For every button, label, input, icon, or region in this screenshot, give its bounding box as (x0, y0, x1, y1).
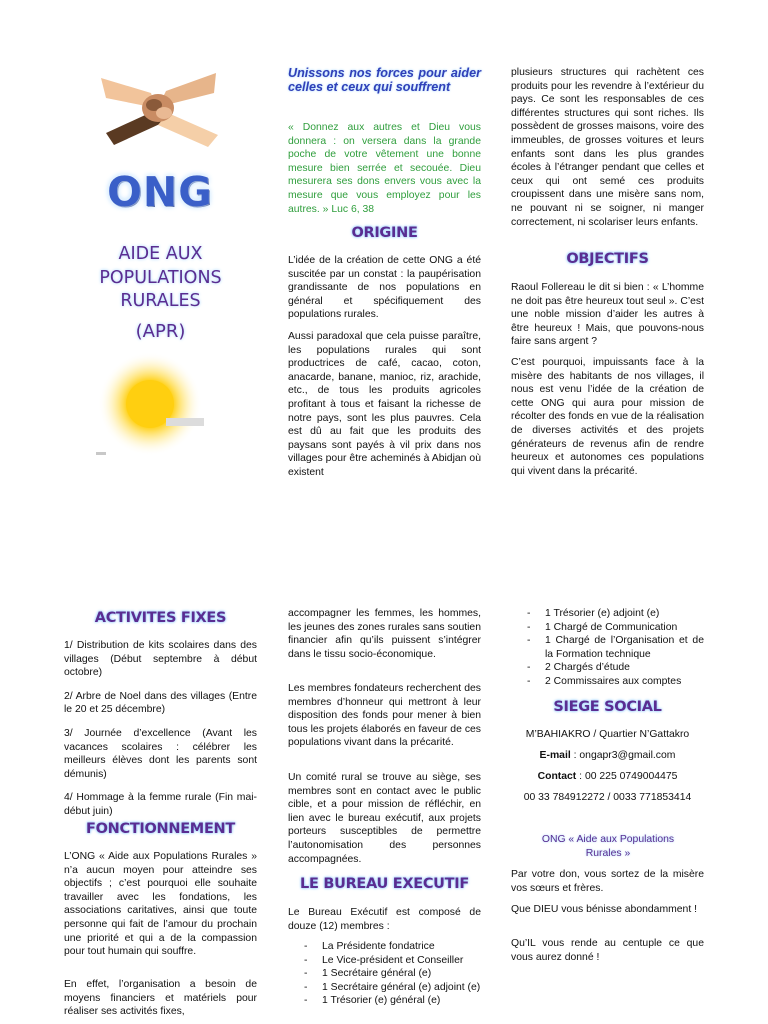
origine-heading: ORIGINE (351, 225, 418, 241)
bureau-members-list (288, 940, 481, 1008)
org-name-line: POPULATIONS (99, 267, 222, 288)
bureau-intro: Le Bureau Exécutif est composé de douze (12) membres : (288, 907, 481, 932)
contact-label: Contact (537, 771, 577, 782)
member-item: - La Présidente fondatrice (288, 940, 481, 954)
siege-address: M’BAHIAKRO / Quartier N’Gattakro (525, 729, 690, 740)
activite-item: 4/ Hommage à la femme rurale (Fin mai- début juin) (64, 792, 257, 817)
origine-paragraph-1: L’idée de la création de cette ONG a été suscitée par un constat : la paupérisation grandissante de nos populations en général et spécifiquement des populations rurales. (288, 255, 481, 321)
activites-heading: ACTIVITES FIXES (94, 610, 227, 626)
email-label: E-mail (539, 750, 571, 761)
member-item: - 1 Secrétaire général (e) adjoint (e) (288, 981, 481, 995)
org-name-line: AIDE AUX (118, 244, 203, 264)
acronym: (APR) (135, 321, 186, 342)
fonctionnement-paragraph-2: En effet, l’organisation a besoin de moyens financiers et matériels pour réaliser ses activités fixes, (64, 979, 257, 1018)
contact-line (511, 771, 704, 782)
hands-circle-icon (96, 63, 222, 147)
col3-paragraph-1: plusieurs structures qui rachètent ces produits pour les revendre à l’extérieur du pays. Ce sont les responsables de ces différentes structures qui sont riches. Ils possèdent de grosses maisons, voire des immeubles, de grosses voitures et leurs enfants sont dans les plus grandes écoles à l’étranger pendant que celles et ceux qui ont semé ces produits croupissent dans une misère sans nom, ne pouvant ni se soigner, ni manger correctement, ni scolariser leurs enfants. (511, 67, 704, 228)
member-item: - 1 Trésorier (e) général (e) (288, 994, 481, 1008)
ong-tagline: ONG « Aide aux Populations Rurales » (541, 834, 675, 859)
col2-bottom-paragraph-2: Les membres fondateurs recherchent des membres d’honneur qui mettront à leur disposition des fonds pour mener à bien tous les projets élaborés en faveur de ces populations vivant dans la précarité. (288, 683, 481, 749)
member-item: - Le Vice-président et Conseiller (288, 954, 481, 968)
activite-item: 3/ Journée d’excellence (Avant les vacances scolaires : célébrer les meilleurs élèves dont les parents sont démunis) (64, 727, 257, 780)
org-name-line: RURALES (120, 291, 201, 311)
member-item: - 2 Chargés d’étude (511, 661, 704, 675)
org-name (78, 243, 243, 314)
member-item: - 1 Trésorier (e) adjoint (e) (511, 607, 704, 621)
objectifs-paragraph-1: Raoul Follereau le dit si bien : « L’homme ne doit pas être heureux tout seul ». C’est une noble mission d’aider les autres à être heureux ! Mais, que pouvons-nous faire sans argent ? (511, 282, 704, 348)
bible-quote: « Donnez aux autres et Dieu vous donnera : on versera dans la grande poche de votre vêtement une bonne mesure bien serrée et secouée. Dieu mesurera ses dons envers vous avec la mesure que vous employez pour les autres. » Luc 6, 38 (288, 122, 481, 215)
member-item: - 1 Chargé de l’Organisation et de la Formation technique (511, 634, 704, 661)
bureau-members-list-continued (511, 607, 704, 689)
objectifs-heading: OBJECTIFS (566, 251, 649, 267)
bureau-heading: LE BUREAU EXECUTIF (300, 876, 469, 892)
closing-paragraph-2: Que DIEU vous bénisse abondamment ! (511, 904, 697, 915)
activite-item: 2/ Arbre de Noel dans des villages (Entre le 20 et 25 décembre) (64, 690, 257, 716)
member-item: - 2 Commissaires aux comptes (511, 675, 704, 689)
activite-item: 1/ Distribution de kits scolaires dans des villages (Début septembre à début octobre) (64, 640, 257, 679)
fonctionnement-heading: FONCTIONNEMENT (86, 821, 235, 837)
col2-bottom-paragraph-3: Un comité rural se trouve au siège, ses membres sont en contact avec le public cible, et a pour mission de réfléchir, en lien avec le bureau exécutif, aux projets porteurs susceptibles de permettre l’autonomisation des personnes accompagnées. (288, 772, 481, 865)
member-item: - 1 Chargé de Communication (511, 621, 704, 635)
objectifs-paragraph-2: C’est pourquoi, impuissants face à la misère des habitants de nos villages, il nous est venu l’idée de la création de cette ONG qui aura pour mission de récolter des fonds en vue de la réalisation de diverses activités et des projets générateurs de revenus afin de rendre heureux et autonomes ces populations qui vivent dans la précarité. (511, 357, 704, 477)
contact-value: : 00 225 0749004475 (576, 771, 678, 782)
col2-bottom-paragraph-1: accompagner les femmes, les hommes, les jeunes des zones rurales sans soutien financier afin qu’ils puissent s’intégrer dans le tissu socio-économique. (288, 608, 481, 660)
closing-paragraph-3: Qu’IL vous rende au centuple ce que vous aurez donné ! (511, 938, 704, 963)
phone-numbers: 00 33 784912272 / 0033 771853414 (523, 792, 692, 803)
email-line (511, 750, 704, 761)
ong-title: ONG (107, 168, 213, 216)
fonctionnement-paragraph-1: L’ONG « Aide aux Populations Rurales » n’a aucun moyen pour atteindre ses objectifs ; c’est pourquoi elle souhaite travailler avec les fondations, les associations caritatives, ainsi que toute personne qui fait de l’amour du prochain une priorité et qui a de la compassion pour tout humain qui souffre. (64, 851, 257, 958)
activites-list (64, 639, 257, 819)
email-value[interactable]: : ongapr3@gmail.com (570, 750, 676, 761)
closing-paragraph-1: Par votre don, vous sortez de la misère vos sœurs et frères. (511, 869, 704, 894)
member-item: - 1 Secrétaire général (e) (288, 967, 481, 981)
slogan: Unissons nos forces pour aider celles et ceux qui souffrent (288, 66, 481, 94)
siege-heading: SIEGE SOCIAL (553, 699, 662, 715)
origine-paragraph-2: Aussi paradoxal que cela puisse paraître, les populations rurales qui sont productrices de café, cacao, coton, anacarde, banane, manioc, riz, arachide, etc., de tous les produits agricoles profitant à tous et faisant la richesse de notre pays, sont les plus pauvres. Cela est dû au fait que les produits des paysans sont payés à vil prix dans nos villages pour être acheminés à Abidjan où existent (288, 331, 481, 478)
sun-icon (92, 352, 212, 462)
